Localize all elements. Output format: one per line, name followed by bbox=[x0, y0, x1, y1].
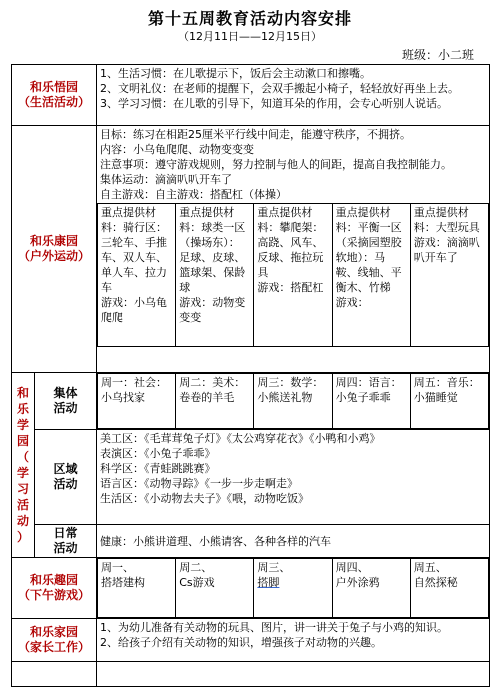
collective-day: 周四：语言：小兔子乖乖 bbox=[332, 374, 410, 429]
material-cell: 重点提供材料：骑行区：三轮车、手推车、双人车、单人车、拉力车 游戏：小乌龟爬爬 bbox=[98, 204, 176, 347]
home-content bbox=[97, 619, 490, 662]
daily-label: 日常 活动 bbox=[35, 525, 97, 558]
life-line: 3、学习习惯：在儿歌的引导下，知道耳朵的作用，会专心听别人说话。 bbox=[100, 97, 449, 110]
home-row bbox=[12, 619, 490, 662]
fun-day: 周二、 Cs游戏 bbox=[176, 559, 254, 618]
home-line: 2、给孩子介绍有关动物的知识，增强孩子对动物的兴趣。 bbox=[100, 636, 383, 649]
area-line: 生活区：《小动物去夫子》《喂，动物吃饭》 bbox=[100, 492, 310, 505]
area-row bbox=[12, 430, 490, 525]
area-content bbox=[97, 430, 490, 525]
outdoor-group: 集体运动：滴滴叭叭开车了 bbox=[100, 173, 233, 186]
fun-day: 周三、 搭脚 bbox=[254, 559, 332, 618]
material-cell: 重点提供材料：大型玩具 游戏：滴滴叭叭开车了 bbox=[410, 204, 488, 347]
collective-day: 周五：音乐：小猫睡觉 bbox=[410, 374, 488, 429]
area-line: 美工区：《毛茸茸兔子灯》《太公鸡穿花衣》《小鸭和小鸡》 bbox=[100, 432, 381, 445]
material-cell: 重点提供材料：球类一区（操场东）：足球、皮球、篮球架、保龄球 游戏：动物变变变 bbox=[176, 204, 254, 347]
schedule-table bbox=[11, 64, 490, 687]
collective-row bbox=[12, 373, 490, 430]
outdoor-content bbox=[97, 126, 490, 373]
outdoor-content-line: 内容：小乌龟爬爬、动物变变变 bbox=[100, 143, 255, 156]
area-label: 区域 活动 bbox=[35, 430, 97, 525]
life-row bbox=[12, 65, 490, 126]
life-label: 和乐悟园 （生活活动） bbox=[12, 65, 97, 126]
collective-day: 周一：社会：小乌找家 bbox=[98, 374, 176, 429]
page-title: 第十五周教育活动内容安排 bbox=[147, 9, 352, 28]
area-line: 科学区：《青蛙跳跳赛》 bbox=[100, 462, 216, 475]
collective-label: 集体 活动 bbox=[35, 373, 97, 430]
daily-row bbox=[12, 525, 490, 558]
fun-day: 周一、 搭塔建构 bbox=[98, 559, 176, 618]
empty-row bbox=[12, 662, 490, 687]
life-line: 2、文明礼仪：在老师的提醒下，会双手搬起小椅子，轻轻放好再坐上去。 bbox=[100, 82, 460, 95]
material-cell: 重点提供材料：攀爬架：高跷、风车、反球、拖拉玩具 游戏：搭配杠 bbox=[254, 204, 332, 347]
home-line: 1、为幼儿准备有关动物的玩具、图片，讲一讲关于兔子与小鸡的知识。 bbox=[100, 621, 449, 634]
date-range: （12月11日——12月15日） bbox=[178, 30, 322, 43]
learning-label: 和 乐 学 园 （ 学 习 活 动 ） bbox=[12, 373, 35, 558]
life-content bbox=[97, 65, 490, 126]
fun-row bbox=[12, 558, 490, 619]
outdoor-free: 自主游戏：自主游戏：搭配杠（体操） bbox=[100, 188, 288, 201]
materials-table bbox=[97, 203, 489, 347]
life-line: 1、生活习惯：在儿歌提示下，饭后会主动漱口和擦嘴。 bbox=[100, 67, 372, 80]
fun-day: 周四、 户外涂鸦 bbox=[332, 559, 410, 618]
area-line: 表演区：《小兔子乖乖》 bbox=[100, 447, 216, 460]
home-label: 和乐家园 （家长工作） bbox=[12, 619, 97, 662]
collective-day: 周三：数学：小熊送礼物 bbox=[254, 374, 332, 429]
area-line: 语言区：《动物寻踪》《一步一步走啊走》 bbox=[100, 477, 299, 490]
collective-content bbox=[97, 373, 490, 430]
class-label: 班级：小二班 bbox=[401, 48, 474, 62]
fun-content bbox=[97, 558, 490, 619]
fun-day: 周五、 自然探秘 bbox=[410, 559, 488, 618]
fun-label: 和乐趣园 （下午游戏） bbox=[12, 558, 97, 619]
collective-day: 周二：美术：卷卷的羊毛 bbox=[176, 374, 254, 429]
outdoor-goal: 目标：练习在相距25厘米平行线中间走，能遵守秩序，不拥挤。 bbox=[100, 128, 412, 141]
outdoor-label: 和乐康园 （户外运动） bbox=[12, 126, 97, 373]
material-cell: 重点提供材料：平衡一区（采摘园塑胶软地）：马鞍、线轴、平衡木、竹梯 游戏： bbox=[332, 204, 410, 347]
outdoor-row bbox=[12, 126, 490, 373]
daily-content: 健康：小熊讲道理、小熊请客、各种各样的汽车 bbox=[97, 525, 490, 558]
outdoor-notes: 注意事项：遵守游戏规则，努力控制与他人的间距，提高自我控制能力。 bbox=[100, 158, 453, 171]
